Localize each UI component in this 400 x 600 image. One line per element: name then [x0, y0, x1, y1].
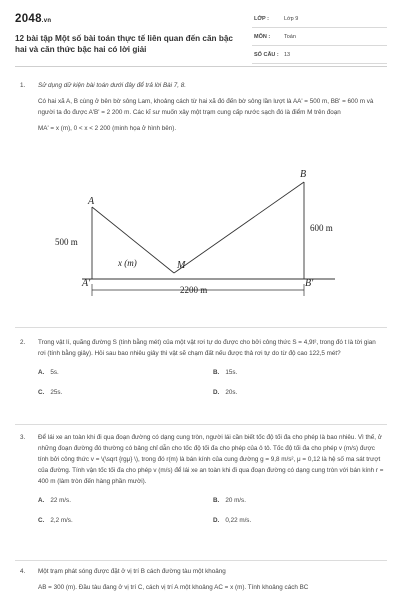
- segment-MB: [174, 182, 304, 273]
- label-B-prime: B': [305, 278, 314, 289]
- question-2: [20, 337, 384, 403]
- question-3: [20, 432, 384, 531]
- option-value: 22 m/s.: [50, 497, 71, 504]
- question-number: 1.: [20, 82, 26, 89]
- meta-row-subject: [252, 32, 387, 46]
- question-intro: Sử dụng dữ kiện bài toán dưới đây để trả lời Bài 7, 8.: [38, 82, 187, 89]
- label-A: A: [88, 196, 95, 207]
- river-figure: [0, 160, 400, 310]
- question-separator: [15, 560, 387, 561]
- meta-row-class: [252, 14, 387, 28]
- logo-suffix: .vn: [41, 18, 52, 24]
- question-4: [20, 566, 384, 598]
- question-text: Để lái xe an toàn khi đi qua đoạn đường có dạng cung tròn, người lái cần biết tốc độ tối đa cho phép là bao nhiêu. Vì thế, ở những đoạn đường đó thường có bảng chỉ dẫn cho tốc độ tối đa cho phép của ô tô. Tốc độ tối đa cho phép v (m/s) được tính bởi công thức v = \(\sqrt {rgμ} \), trong đó r(m) là bán kính của cung đường g = 9,8 m/s², μ = 0,12 là hệ số ma sát trượt của đường. Tính vận tốc tối đa cho phép v (m/s) để lái xe an toàn khi đi qua đoạn đường có dạng cung tròn với bán kính r = 400 m (làm tròn đến hàng phần mười).: [38, 434, 384, 485]
- question-number: 2.: [20, 339, 26, 346]
- label-AB-length: 2200 m: [180, 285, 208, 295]
- option-value: 15s.: [225, 369, 238, 376]
- option-label: B.: [213, 369, 220, 376]
- option-label: C.: [38, 517, 45, 524]
- option-a[interactable]: [38, 367, 59, 378]
- question-separator: [15, 327, 387, 328]
- option-value: 0,22 m/s.: [225, 517, 252, 524]
- option-value: 20s.: [225, 389, 238, 396]
- option-c[interactable]: [38, 515, 73, 526]
- option-b[interactable]: [213, 495, 246, 506]
- meta-key: LỚP :: [254, 16, 269, 22]
- meta-row-count: [252, 50, 387, 64]
- option-value: 5s.: [50, 369, 59, 376]
- question-formula: MA' = x (m), 0 < x < 2 200 (minh họa ở hình bên).: [38, 125, 177, 132]
- question-number: 4.: [20, 568, 26, 575]
- meta-table: [252, 14, 387, 68]
- label-B: B: [300, 169, 307, 180]
- header-divider: [15, 66, 387, 67]
- label-x: x (m): [118, 258, 137, 268]
- site-logo[interactable]: [15, 13, 51, 25]
- question-1: [20, 80, 384, 139]
- option-label: A.: [38, 497, 45, 504]
- option-value: 25s.: [50, 389, 63, 396]
- label-BB-length: 600 m: [310, 223, 333, 233]
- option-label: D.: [213, 389, 220, 396]
- question-separator: [15, 424, 387, 425]
- label-M: M: [177, 260, 186, 271]
- page-header: [0, 0, 400, 62]
- option-value: 2,2 m/s.: [50, 517, 73, 524]
- option-c[interactable]: [38, 387, 62, 398]
- option-d[interactable]: [213, 387, 237, 398]
- question-number: 3.: [20, 434, 26, 441]
- answer-options: [38, 495, 384, 531]
- option-label: C.: [38, 389, 45, 396]
- option-label: D.: [213, 517, 220, 524]
- option-a[interactable]: [38, 495, 71, 506]
- option-value: 20 m/s.: [225, 497, 246, 504]
- option-d[interactable]: [213, 515, 251, 526]
- option-label: B.: [213, 497, 220, 504]
- meta-value: Toán: [284, 34, 296, 40]
- question-text: Trong vật lí, quãng đường S (tính bằng mét) của một vật rơi tự do được cho bởi công thức S = 4,9t², trong đó t là tời gian rơi (tính bằng giây). Hỏi sau bao nhiêu giây thì vật sẽ chạm đất nếu được thả rơi tự do từ độ cao 122,5 mét?: [38, 339, 376, 357]
- answer-options: [38, 367, 384, 403]
- question-text-continued: AB = 300 (m). Đầu tàu đang ở vị trí C, cách vị trí A một khoảng AC = x (m). Tính khoảng cách BC: [38, 584, 309, 591]
- option-label: A.: [38, 369, 45, 376]
- question-text: Một trạm phát sóng được đặt ở vị trí B cách đường tàu một khoảng: [38, 568, 226, 575]
- option-b[interactable]: [213, 367, 237, 378]
- document-title: 12 bài tập Một số bài toán thực tế liên quan đến căn bậc hai và căn thức bậc hai có lời giải: [15, 34, 233, 54]
- meta-value: 13: [284, 52, 291, 58]
- question-text: Có hai xã A, B cùng ở bên bờ sông Lam, khoảng cách từ hai xã đó đến bờ sông lần lượt là AA' = 500 m, BB' = 600 m và người ta đo được A'B' = 2 200 m. Các kĩ sư muốn xây một trạm cung cấp nước sạch đó là điểm M trên đoạn: [38, 98, 374, 116]
- meta-value: Lớp 9: [284, 16, 299, 22]
- meta-key: MÔN :: [254, 34, 271, 40]
- label-A-prime: A': [82, 278, 91, 289]
- meta-key: SỐ CÂU :: [254, 52, 279, 58]
- logo-text: 2048: [15, 13, 42, 25]
- label-AA-length: 500 m: [55, 237, 78, 247]
